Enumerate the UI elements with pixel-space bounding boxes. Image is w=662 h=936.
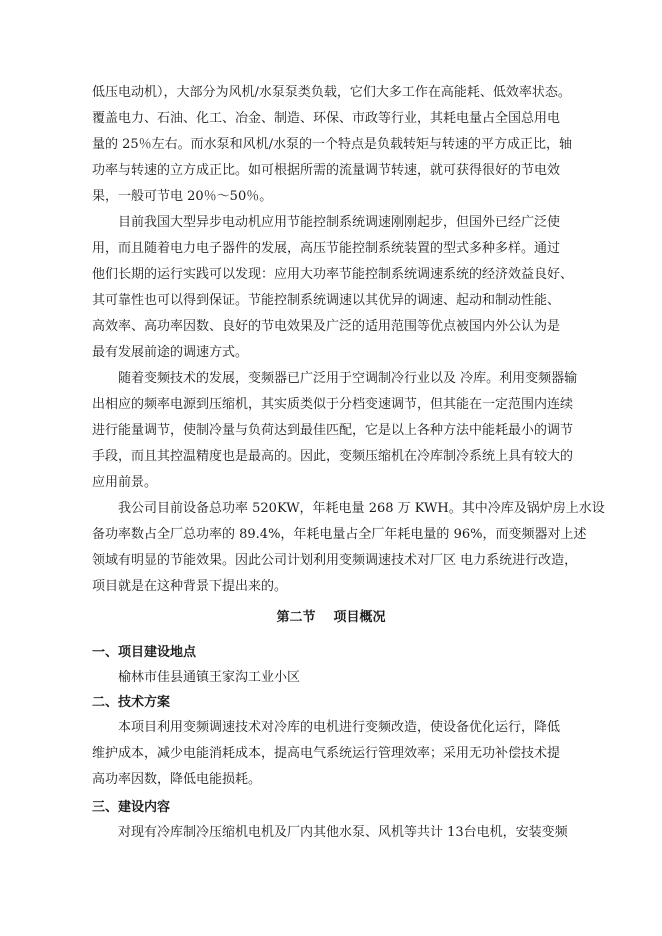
text-line: 目前我国大型异步电动机应用节能控制系统调速刚刚起步，但国外已经广泛使: [118, 215, 561, 230]
text-line: 进行能量调节，使制冷量与负荷达到最佳匹配，它是以上各种方法中能耗最小的调节: [92, 423, 574, 438]
paragraph-1: [92, 80, 578, 210]
text-line: 我公司目前设备总功率 520KW，年耗电量 268 万 KWH。其中冷库及锅炉房上水设: [118, 501, 605, 516]
heading-technical-plan: 二、技术方案: [92, 695, 171, 710]
paragraph-6: [92, 820, 578, 846]
text-line: 果，一般可节电 20％～50％。: [92, 189, 273, 204]
text-line: 他们长期的运行实践可以发现：应用大功率节能控制系统调速系统的经济效益良好、: [92, 267, 574, 282]
text-line: 手段，而且其控温精度也是最高的。因此，变频压缩机在冷库制冷系统上具有较大的: [92, 449, 574, 464]
text-line: 最有发展前途的调速方式。: [92, 345, 249, 360]
text-line: 量的 25％左右。而水泵和风机/水泵的一个特点是负载转矩与转速的平方成正比，轴: [92, 137, 573, 152]
text-line: 出相应的频率电源到压缩机，其实质类似于分档变速调节，但其能在一定范围内连续: [92, 397, 574, 412]
text-line: 维护成本，减少电能消耗成本，提高电气系统运行管理效率；采用无功补偿技术提: [92, 746, 561, 761]
text-line: 应用前景。: [92, 475, 158, 490]
text-line: 领域有明显的节能效果。因此公司计划利用变频调速技术对厂区 电力系统进行改造，: [92, 553, 578, 568]
text-line: 功率与转速的立方成正比。如可根据所需的流量调节转速，就可获得很好的节电效: [92, 163, 561, 178]
text-line: 随着变频技术的发展，变频器已广泛用于空调制冷行业以及 冷库。利用变频器输: [118, 371, 578, 386]
paragraph-location: [92, 665, 578, 691]
text-line: 对现有冷库制冷压缩机电机及厂内其他水泵、风机等共计 13台电机，安装变频: [118, 825, 568, 840]
paragraph-3: [92, 366, 578, 496]
text-line: 榆林市佳县通镇王家沟工业小区: [118, 670, 301, 685]
paragraph-2: [92, 210, 578, 366]
text-line: 高功率因数，降低电能损耗。: [92, 772, 262, 787]
text-line: 备功率数占全厂总功率的 89.4%，年耗电量占全厂年耗电量的 96%，而变频器对上述: [92, 527, 587, 542]
heading-construction-content: 三、建设内容: [92, 800, 171, 815]
text-line: 用，而且随着电力电子器件的发展，高压节能控制系统装置的型式多种多样。通过: [92, 241, 561, 256]
text-line: 覆盖电力、石油、化工、冶金、制造、环保、市政等行业，其耗电量占全国总用电: [92, 111, 561, 126]
text-line: 项目就是在这种背景下提出来的。: [92, 579, 288, 594]
paragraph-5: [92, 715, 578, 793]
text-line: 低压电动机），大部分为风机/水泵泵类负载，它们大多工作在高能耗、低效率状态。: [92, 85, 571, 100]
text-line: 高效率、高功率因数、良好的节电效果及广泛的适用范围等优点被国内外公认为是: [92, 319, 561, 334]
paragraph-4: [92, 496, 605, 600]
text-line: 本项目利用变频调速技术对冷库的电机进行变频改造，使设备优化运行，降低: [118, 720, 561, 735]
section-title: 第二节 项目概况: [276, 610, 386, 625]
heading-location: 一、项目建设地点: [92, 645, 197, 660]
text-line: 其可靠性也可以得到保证。节能控制系统调速以其优异的调速、起动和制动性能、: [92, 293, 561, 308]
